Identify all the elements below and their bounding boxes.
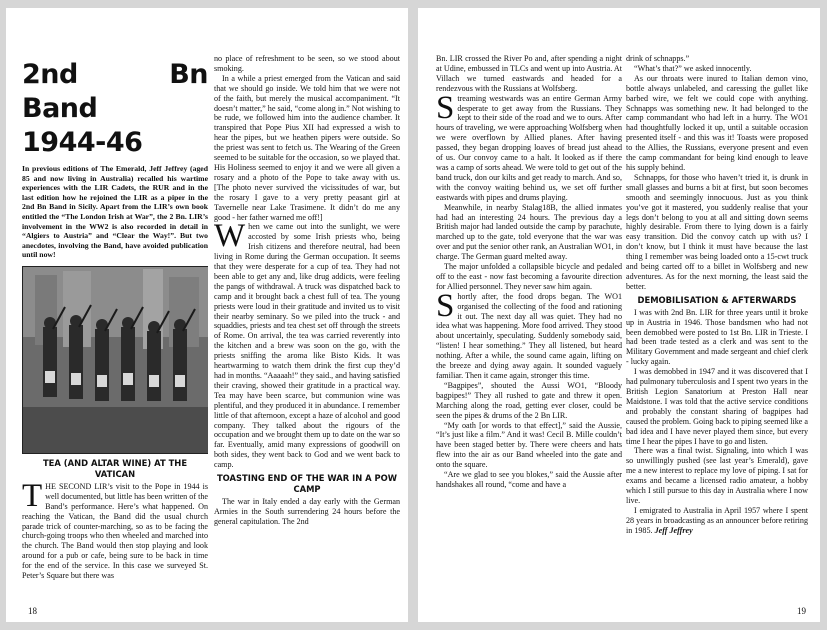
band-photo: [22, 266, 208, 454]
right-column-2: [626, 54, 808, 596]
drop-cap: W: [214, 218, 246, 255]
bagpipe-band-photo-icon: [23, 267, 208, 453]
article-title: [22, 58, 208, 160]
paragraph: I was demobbed in 1947 and it was discovered that I had pulmonary tuberculosis and I spent two years in the British Legion Sanatorium at Preston Hall near Maidstone. I was told that the active service conditions and probably the constant sharing of bagpipes had caused the problem. Going back to piping seemed like a bad idea and I have never played them since, but every time I hear the pipes I have to go and listen.: [626, 367, 808, 446]
paragraph: “My oath [or words to that effect],” said the Aussie, “It’s just like a film.” And it was! Cecil B. Mille couldn’t have been staged better by. There were cheers and hats flew into the air as our Band wheeled into the gate and onto the square.: [436, 420, 622, 470]
paragraph: drink of schnapps.”: [626, 54, 690, 63]
title-line-2: 1944-46: [22, 127, 143, 158]
right-column-1: [436, 54, 622, 596]
paragraph: There was a final twist. Signaling, into which I was so unwillingly pushed (see last year’s Emerald), gave me a new interest to replace my love of piping. I sat for exams and became a licensed radio amateur, a hobby which I still pursue to this day in Australia where I now live.: [626, 446, 808, 505]
paragraph: The major unfolded a collapsible bicycle and pedaled off to the east - now fast becoming a favourite direction for Allied personnel. They never saw him again.: [436, 262, 622, 291]
right-page: [418, 8, 820, 622]
left-column-1: [22, 48, 208, 596]
paragraph: Bn. LIR crossed the River Po and, after spending a night at Udine, embussed in TLCs and went up into Austria. At Villach we turned eastwards and headed for a rendezvous with the Russians at Wolfsberg.: [436, 54, 622, 93]
paragraph: [626, 506, 808, 536]
paragraph-text: hen we came out into the sunlight, we were accosted by some Irish priests who, being Irish citizens and therefore neutral, had been living in Rome during the German occupation. It seems that they were desperate for a cup of tea. They had not been able to get any and, like drug addicts, were feeling the pangs of withdrawal. A truck was dispatched back to camp and it brought back a chest full of tea. The young priests were loud in their gratitude and invited us to visit their nearby seminary. So we piled into the truck - and squaddies, priests and tea chest set off through the streets of Rome. On arrival, the tea was carried reverently into the kitchen and a brew was soon on the go, with the priests sniffing the aroma like Bisto Kids. It was heartwarming to watch them drink the first cup they’d had in months. “Aaaaah!” they said., and having satisfied their craving, showed their gratitude in a practical way. Tea may have been scarce, but communion wine was plentiful, and they produced it in abundance. I remember little of that afternoon, except a haze of alcohol and good company. They talked about the rigours of the occupation and we brought them up to date on the war so far. Eventually, amid many expressions of goodwill on both sides, they went back to God and we went back to camp.: [214, 222, 400, 470]
left-column-2: [214, 54, 400, 596]
paragraph: [214, 218, 400, 470]
paragraph-text: treaming westwards was an entire German Army desperate to get away from the Russians. They kept to their side of the road and we to ours. After hours of traveling, we were approaching Wolfsberg when we were overflown by Allied planes. After having passed, they began dropping loaves of bread just ahead of us. Our convoy came to a halt. It looked as if there was a camp of sorts ahead. We were told to get out of the band truck, don our kilts and get ready to march. And so, with the convoy waiting behind us, we set off further eastwards with pipes and drums playing.: [436, 93, 622, 202]
paragraph: [436, 287, 622, 381]
title-line-1: 2nd Bn Band: [22, 59, 208, 124]
paragraph: no place of refreshment to be seen, so we stood about smoking.: [214, 54, 400, 73]
paragraph: Schnapps, for those who haven’t tried it, is drunk in small glasses and burns a bit at first, but soon becomes smooth and seemingly innocuous. Just as you think you’ve got it mastered, you suddenly realise that your legs don’t belong to you at all and sitting down seems highly desirable. From there to lying down is a fairly easy transition. Did the convoy catch up with us? I don’t know, but I think it must have because the last thing I remember was being loaded onto a 15-cwt truck and being carted off to a billet in Wolfsberg and new adventures. As for the next morning, the least said the better.: [626, 172, 808, 291]
drop-cap: S: [436, 287, 455, 324]
photo-caption: TEA (AND ALTAR WINE) AT THE VATICAN: [42, 457, 188, 479]
paragraph: I was with 2nd Bn. LIR for three years until it broke up in Austria in 1946. Those bandsmen who had not been demobbed were posted to 1st Bn. LIR in Trieste. I had been trade tested as a clerk and was sent to the Military Government and made sergeant and chief clerk - lucky again.: [626, 307, 808, 367]
drop-cap: S: [436, 89, 455, 126]
intro-paragraph: In previous editions of The Emerald, Jeff Jeffrey (aged 85 and now living in Australia) recalled his wartime experiences with the LIR Cadets, the RUR and in the last edition how he rejoined the LIR as a piper in the 2nd Bn Band in Sicily. Apart from the LIR’s own book entitled the “The London Irish at War”, the 2 Bn. LIR’s involvement in the WW2 is also recorded in detail in “Algiers to Austria” and “Clear the Way!”. But two anecdotes, involving the Band, have avoided publication until now!: [22, 164, 208, 260]
signature: Jeff Jeffrey: [654, 525, 693, 535]
vatican-text: HE SECOND LIR’s visit to the Pope in 1944 is well documented, but little has been written of the Band’s performance. Here’s what happened. On reaching the Vatican, the Band did the usual church parade trick of counter-marching, so as to be facing the church-going troops who then wheeled and marched into the church. The Band would then stop playing and look around for a pub or cafe, being sure to be back in time for the end of the service. In this case we surveyed St. Peter’s Square but there was: [22, 481, 208, 581]
paragraph-text: I emigrated to Australia in April 1957 where I spent 28 years in broadcasting as an announcer before retiring in 1985.: [626, 505, 808, 535]
page-number: 19: [797, 606, 806, 616]
paragraph: “What’s that?” we asked innocently.: [634, 63, 752, 73]
paragraph: As our throats were inured to Italian demon vino, bottle always unlabeled, and caressing the gullet like barbed wire, we felt we could cope with anything. Schnapps was something new. It had belonged to the camp commandant who had left in a hurry. The WO1 had thoughtfully locked it up, until a suitable occasion presented itself - and this was it! Toasts were proposed to the Allies, the Russians, everyone present and even the camp commandant for being kind enough to leave his supply behind.: [626, 73, 808, 172]
paragraph: Meanwhile, in nearby Stalag18B, the allied inmates had had an interesting 24 hours. The previous day a British major had landed outside the camp by parachute, marched up to the gate, told everyone that the war was over and put the senior other rank, an Australian WO1, in charge. The German guard melted away.: [436, 202, 622, 262]
paragraph: “Bagpipes”, shouted the Aussi WO1, “Bloody bagpipes!” They all rushed to gate and threw it open. Marching along the road, getting ever closer, could be seen the pipes & drums of the 2 Bn LIR.: [436, 380, 622, 420]
paragraph: “Are we glad to see you blokes,” said the Aussie after handshakes all round, “come and have a: [436, 470, 622, 489]
vatican-paragraph: [22, 477, 208, 581]
paragraph: In a while a priest emerged from the Vatican and said that we should go inside. We told him that we were not of the faith, but merely the musical accompaniment. “It doesn’t matter,” he said, “come along in.” Not wishing to be rude, we followed him into the audience chamber. It transpired that Pope Pius XII had expressed a wish to hear the pipes, but we heathen pipers were outside. So the priest was sent to fetch us. The Wearing of the Green seemed to be suitable for the occasion, so we played that. His Holiness seemed to enjoy it and we were all given a rosary and a photo of the Pope to take away with us. [The photo never survived the vicissitudes of war, but the rosary I gave to a very pretty peasant girl at Tavernelle near Lake Trasimene. It didn’t do me any good - her father warned me off!]: [214, 73, 400, 222]
page-number: 18: [28, 606, 37, 616]
paragraph: [436, 89, 622, 203]
left-page: [6, 8, 408, 622]
section-heading: TOASTING END OF THE WAR IN A POW CAMP: [216, 473, 398, 495]
paragraph-text: hortly after, the food drops began. The WO1 organised the collecting of the food and rationing it out. The next day all was quiet. They had no idea what was happening. More food arrived. They stood about uncertainly, speculating. Suddenly somebody said, “listen! I hear something.” They all listened, but heard nothing. After a while, the sound came again, lifting on the breeze and dying away again. It sounded vaguely familiar. Then it came again, stronger this time.: [436, 291, 622, 380]
section-heading: DEMOBILISATION & AFTERWARDS: [637, 294, 797, 305]
drop-cap: T: [22, 477, 43, 514]
paragraph: The war in Italy ended a day early with the German Armies in the South surrendering 24 hours before the general capitulation. The 2nd: [214, 497, 400, 526]
